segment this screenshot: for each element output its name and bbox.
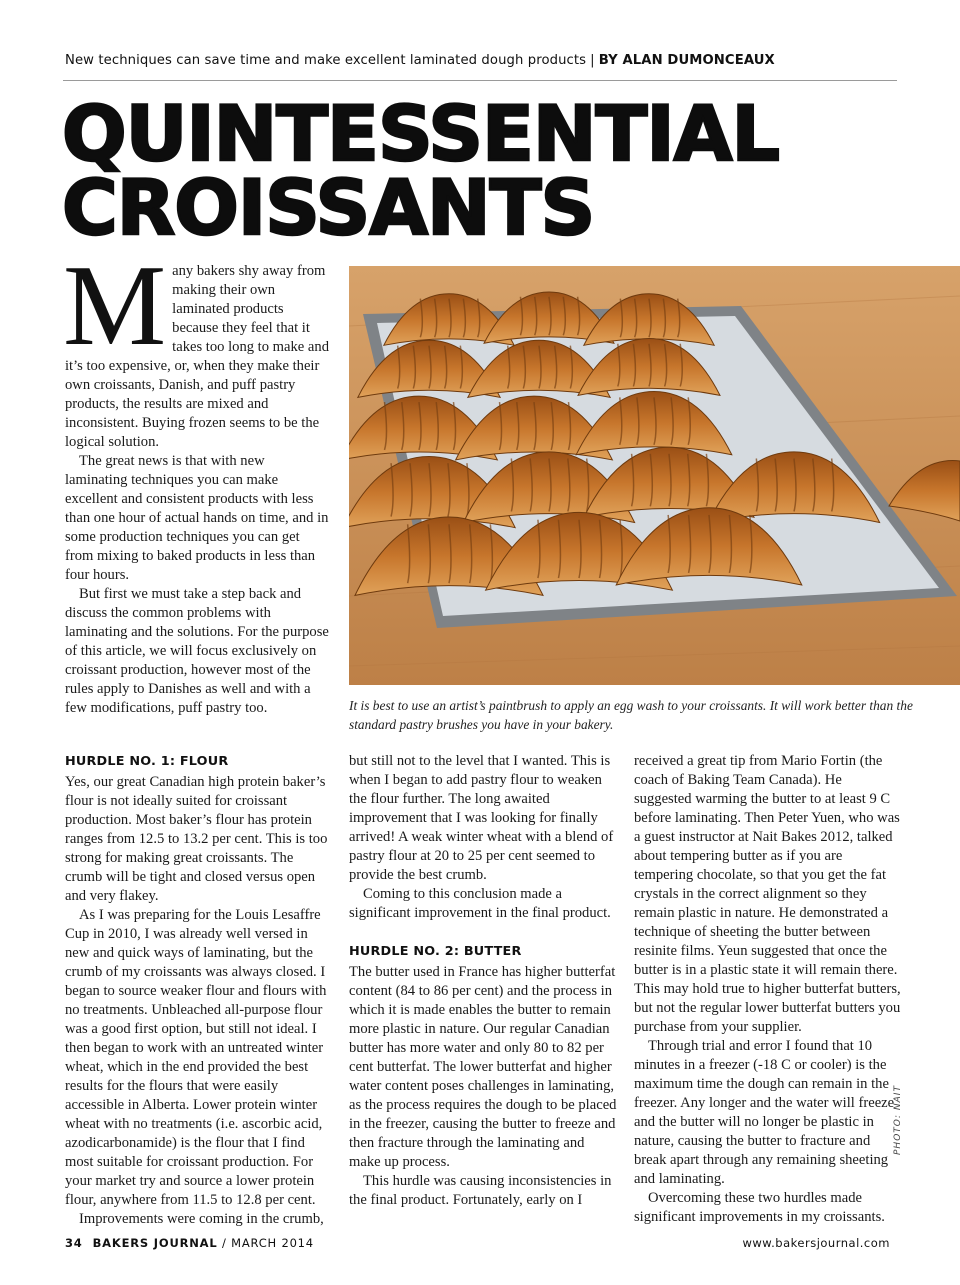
issue-date: MARCH 2014 bbox=[231, 1236, 314, 1250]
col3-paragraph-1: received a great tip from Mario Fortin (the coach of Baking Team Canada). He suggested warming the butter to at least 9 C before laminating. Then Peter Yuen, who was a guest instructor at Nait Bakes 2012, talked about tempering butter as if you are tempering chocolate, so that you get the fat crystals in the correct alignment so they remain plastic in nature. He demonstrated a technique of sheeting the butter between resinite films. Yeun suggested that once the butter is in a plastic state it will remain there. This may hold true to higher butterfat butters, but not the regular lower butterfat butters you purchase from your supplier. bbox=[634, 753, 901, 1035]
intro-paragraph-2: The great news is that with new laminating techniques you can make excellent and consistent products with less than one hour of actual hands on time, and in some production techniques you can get from mixing to baked products in less than four hours. bbox=[65, 453, 329, 583]
drop-cap: M bbox=[63, 242, 167, 370]
photo-credit: PHOTO: NAIT bbox=[893, 1085, 903, 1155]
footer-folio bbox=[65, 1236, 314, 1250]
intro-paragraph-3: But first we must take a step back and discuss the common problems with laminating and the solutions. For the purpose of this article, we will focus exclusively on croissant production, however most of the rules apply to Danishes as well and with a few modifications, puff pastry too. bbox=[65, 586, 329, 716]
heading-hurdle-2: HURDLE NO. 2: BUTTER bbox=[349, 944, 522, 959]
col3-paragraph-2: Through trial and error I found that 10 minutes in a freezer (-18 C or cooler) is the maximum time the dough can remain in the freezer. Any longer and the water will freeze and the butter will no longer be plastic in nature, causing the butter to fracture and break apart through any remaining sheeting and laminating. bbox=[634, 1038, 895, 1187]
col2-paragraph-2: Coming to this conclusion made a significant improvement in the final product. bbox=[349, 886, 611, 921]
deck-separator: | bbox=[590, 53, 595, 68]
header-rule bbox=[63, 80, 897, 81]
intro-paragraph-1: Many bakers shy away from making their own laminated products because they feel that it takes too long to make and it’s too expensive, or, when they make their own croissants, Danish, and puff pastry products, the results are mixed and inconsistent. Buying frozen seems to be the logical solution. bbox=[63, 242, 330, 450]
col2-paragraph-4: This hurdle was causing inconsistencies in the final product. Fortunately, early on I bbox=[349, 1173, 612, 1208]
col2-paragraph-1: but still not to the level that I wanted. This is when I began to add pastry flour to weaken the flour further. The long awaited improvement that I was looking for finally arrived! A weak winter wheat with a blend of pastry flour at 20 to 25 per cent seemed to provide the best crumb. bbox=[349, 753, 614, 883]
intro-column bbox=[63, 242, 330, 718]
footer-url[interactable]: www.bakersjournal.com bbox=[742, 1236, 890, 1250]
article-deck bbox=[65, 53, 895, 68]
column-3 bbox=[634, 752, 902, 1227]
col2-paragraph-3: The butter used in France has higher butterfat content (84 to 86 per cent) and the process in which it is made enables the butter to remain more plastic in nature. Our regular Canadian butter has more water and only 80 to 82 per cent butterfat. The lower butterfat and higher water content poses challenges in laminating, as the process requires the dough to be placed in the freezer, causing the butter to freeze and then fracture through the laminating and make up process. bbox=[349, 964, 617, 1170]
croissant-tray-illustration bbox=[349, 266, 960, 685]
column-2 bbox=[349, 752, 619, 1210]
col1-paragraph-3: Improvements were coming in the crumb, bbox=[79, 1211, 324, 1227]
column-1 bbox=[65, 752, 333, 1229]
byline: BY ALAN DUMONCEAUX bbox=[598, 53, 775, 68]
magazine-name: BAKERS JOURNAL bbox=[92, 1236, 218, 1250]
page-number: 34 bbox=[65, 1236, 83, 1250]
footer-slash: / bbox=[221, 1236, 227, 1250]
col1-paragraph-1: Yes, our great Canadian high protein baker’s flour is not ideally suited for croissant production. Most baker’s flour has protein ranges from 12.5 to 13.2 per cent. This is too strong for making great croissants. The crumb will be tight and closed versus open and very flakey. bbox=[65, 774, 328, 904]
headline bbox=[62, 89, 779, 252]
headline-line-2: CROISSANTS bbox=[62, 163, 595, 252]
croissant-photo bbox=[349, 266, 960, 685]
photo-caption: It is best to use an artist’s paintbrush to apply an egg wash to your croissants. It will work better than the standard pastry brushes you have in your bakery. bbox=[349, 698, 913, 732]
headline-line-1: QUINTESSENTIAL bbox=[62, 89, 779, 178]
deck-text: New techniques can save time and make excellent laminated dough products bbox=[65, 53, 587, 68]
col3-paragraph-3: Overcoming these two hurdles made significant improvements in my croissants. bbox=[634, 1190, 885, 1225]
col1-paragraph-2: As I was preparing for the Louis Lesaffre Cup in 2010, I was already well versed in new and quick ways of laminating, but the crumb of my croissants was always closed. I began to source weaker flour and flours with no treatments. Unbleached all-purpose flour was a good first option, but still not ideal. I then began to work with an untreated winter wheat, which in the end provided the best results for the flours that were easily accessible in Alberta. Lower protein winter wheat with no treatments (i.e. ascorbic acid, azodicarbonamide) is the flour that I find most suitable for croissant production. For your market try and source a lower protein flour, anywhere from 11.5 to 12.8 per cent. bbox=[65, 907, 327, 1208]
heading-hurdle-1: HURDLE NO. 1: FLOUR bbox=[65, 754, 229, 769]
